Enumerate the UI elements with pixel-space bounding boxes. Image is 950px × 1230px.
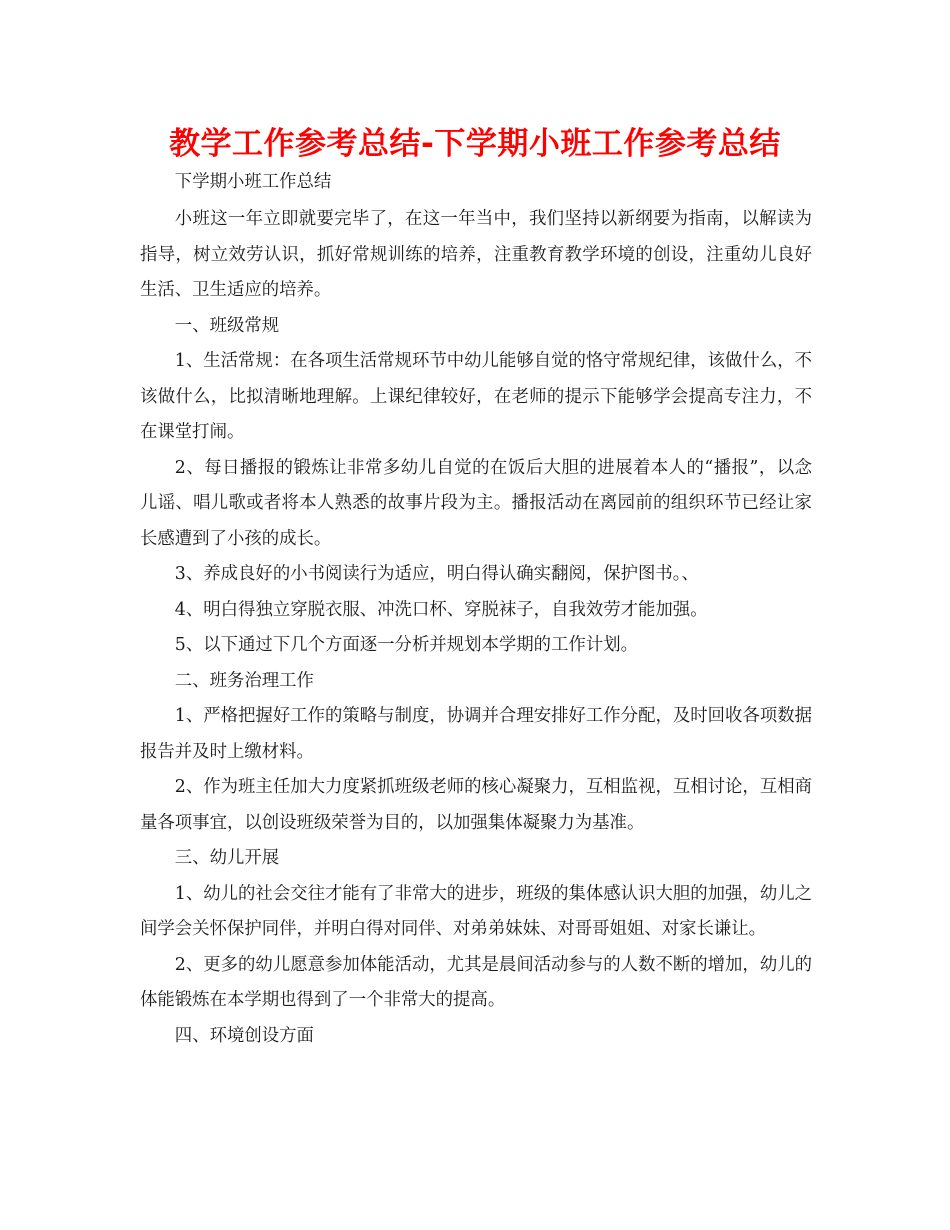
section-heading-environment: 四、环境创设方面 <box>174 1025 314 1046</box>
paragraph-physical-activity: 2、更多的幼儿愿意参加体能活动，尤其是晨间活动参与的人数不断的增加，幼儿的体能锻炼在本学期也得到了一个非常大的提高。 <box>140 954 812 1010</box>
document-title: 教学工作参考总结-下学期小班工作参考总结 <box>169 126 781 162</box>
paragraph-daily-routine: 1、生活常规：在各项生活常规环节中幼儿能够自觉的恪守常规纪律，该做什么，不该做什么，比拟清晰地理解。上课纪律较好，在老师的提示下能够学会提高专注力，不在课堂打闹。 <box>140 351 812 442</box>
paragraph-reading-habit: 3、养成良好的小书阅读行为适应，明白得认确实翻阅，保护图书。、 <box>174 564 699 584</box>
paragraph-daily-broadcast: 2、每日播报的锻炼让非常多幼儿自觉的在饭后大胆的进展着本人的“播报”，以念儿谣、唱儿歌或者将本人熟悉的故事片段为主。播报活动在离园前的组织环节已经让家长感遭到了小孩的成长。 <box>140 457 812 549</box>
section-heading-class-routine: 一、班级常规 <box>174 315 280 336</box>
section-heading-child-development: 三、幼儿开展 <box>174 848 280 868</box>
intro-paragraph: 小班这一年立即就要完毕了，在这一年当中，我们坚持以新纲要为指南，以解读为指导，树立效劳认识，抓好常规训练的培养，注重教育教学环境的创设，注重幼儿良好生活、卫生适应的培养。 <box>140 209 812 300</box>
subtitle-paragraph: 下学期小班工作总结 <box>174 172 332 192</box>
section-heading-class-management: 二、班务治理工作 <box>174 670 314 691</box>
paragraph-teacher-cohesion: 2、作为班主任加大力度紧抓班级老师的核心凝聚力，互相监视，互相讨论，互相商量各项事宜，以创设班级荣誉为目的，以加强集体凝聚力为基准。 <box>140 777 812 833</box>
paragraph-social-skills: 1、幼儿的社会交往才能有了非常大的进步，班级的集体感认识大胆的加强，幼儿之间学会关怀保护同伴，并明白得对同伴、对弟弟妹妹、对哥哥姐姐、对家长谦让。 <box>140 883 812 939</box>
paragraph-self-care: 4、明白得独立穿脱衣服、冲洗口杯、穿脱袜子，自我效劳才能加强。 <box>174 599 708 620</box>
paragraph-work-strategy: 1、严格把握好工作的策略与制度，协调并合理安排好工作分配，及时回收各项数据报告并及时上缴材料。 <box>140 706 812 762</box>
document-body <box>140 167 812 1054</box>
paragraph-plan-analysis: 5、以下通过下几个方面逐一分析并规划本学期的工作计划。 <box>174 635 639 655</box>
